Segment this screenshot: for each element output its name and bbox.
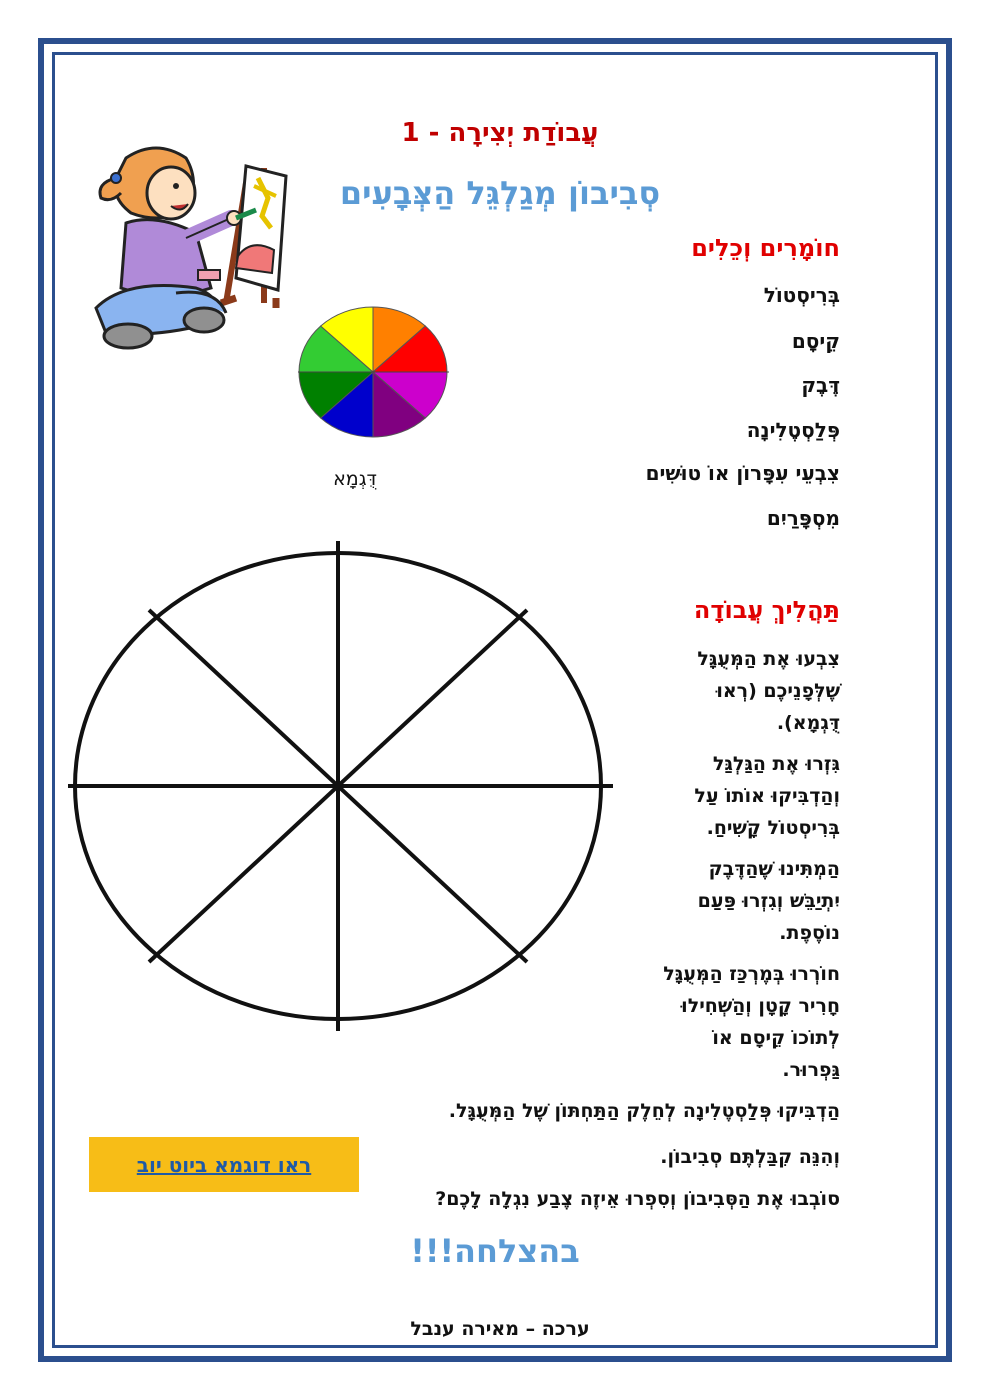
girl-painting-illustration xyxy=(86,138,301,353)
step-line: חוֹרְרוּ בְּמֶרְכַּז הַמְּעֻגָּל xyxy=(663,963,840,985)
process-heading: תַּהֲלִיךְ עֲבוֹדָה xyxy=(693,596,840,624)
youtube-link-box[interactable] xyxy=(89,1137,359,1192)
page-subtitle: סְבִיבוֹן מְגַלְגֵּל הַצְּבָעִים xyxy=(339,174,661,212)
step-line: בְּרִיסְטוֹל קָשִׁיחַ. xyxy=(706,817,840,839)
author-credit: ערכה – מאירה ענבל xyxy=(410,1318,590,1340)
material-item: קֵיסָם xyxy=(791,329,840,353)
step-line: נוֹסֶפֶת. xyxy=(779,922,840,944)
color-wheel-template xyxy=(60,538,620,1038)
process-step-4 xyxy=(610,958,840,1086)
step-line: הַמְתִּינוּ שֶׁהַדֶּבֶק xyxy=(708,858,840,880)
youtube-link[interactable]: ראו דוגמא ביוט יוב xyxy=(136,1152,312,1177)
process-step-5: הַדְבִּיקוּ פְּלַסְטֶלִינָה לְחֵלֶק הַתַּחְתּוֹן שֶׁל הַמְּעֻגָּל. xyxy=(448,1100,840,1122)
step-line: לְתוֹכוֹ קֵיסָם אוֹ xyxy=(712,1027,840,1049)
process-step-3 xyxy=(610,853,840,949)
material-item: פְּלַסְטֶלִינָה xyxy=(746,418,840,442)
process-step-1 xyxy=(610,643,840,739)
step-line: גִּזְרוּ אֶת הַגַּלְגַּל xyxy=(712,753,840,775)
material-item: בְּרִיסְטוֹל xyxy=(763,283,840,307)
step-line: דֻּגְמָא). xyxy=(776,712,840,734)
material-item: צִבְעֵי עִפָּרוֹן אוֹ טוּשִׁים xyxy=(645,461,840,485)
example-color-wheel xyxy=(296,305,451,440)
step-line: יִתְיַבֵּשׁ וְגִזְרוּ פַּעַם xyxy=(697,890,840,912)
success-message: בהצלחה!!! xyxy=(410,1232,580,1270)
step-line: גַּפְרוּר. xyxy=(782,1059,840,1081)
step-line: צִבְעוּ אֶת הַמְּעֻגָּל xyxy=(697,648,840,670)
materials-heading: חוֹמָרִים וְכֵלִים xyxy=(691,234,840,262)
process-step-2 xyxy=(610,748,840,844)
process-step-6: וְהִנֵּה קִבַּלְתֶּם סְבִיבוֹן. xyxy=(660,1146,840,1168)
step-line: חָרִיר קָטָן וְהַשְׁחִילוּ xyxy=(681,995,840,1017)
material-item: מִסְפָּרַיִם xyxy=(766,506,840,530)
material-item: דֶּבֶק xyxy=(801,373,840,397)
step-line: שֶׁלְּפָנֵיכֶם (רְאוּ xyxy=(716,680,840,702)
step-line: וְהַדְבִּיקוּ אוֹתוֹ עַל xyxy=(694,785,840,807)
example-label: דֻּגְמָא xyxy=(333,468,377,490)
process-step-7: סוֹבְבוּ אֶת הַסְּבִיבוֹן וְסִפְרוּ אֵיזֶה צֶבַע נִגְלָה לָכֶם? xyxy=(435,1188,840,1210)
page-title: עֲבוֹדַת יְצִירָה - 1 xyxy=(401,118,599,148)
